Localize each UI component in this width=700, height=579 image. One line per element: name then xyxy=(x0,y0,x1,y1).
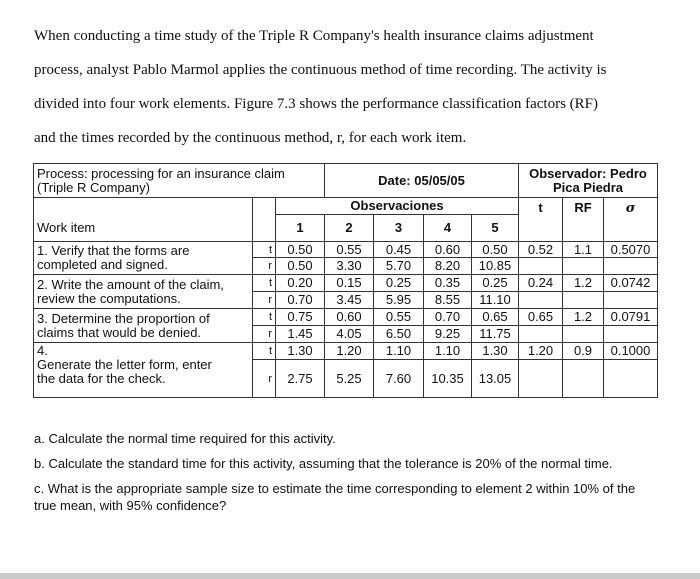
work-item-4-line3: the data for the check. xyxy=(37,371,166,386)
table-row xyxy=(34,343,658,360)
blank-cell xyxy=(563,360,604,398)
work-item-2-line1: 2. Write the amount of the claim, xyxy=(37,276,224,292)
rating-factor: 1.1 xyxy=(563,242,604,258)
work-item-1 xyxy=(34,242,253,275)
work-item-3-line1: 3. Determine the proportion of xyxy=(37,310,210,326)
intro-line-3: divided into four work elements. Figure 7.3 shows the performance classification factors (RF) xyxy=(34,96,599,112)
t-flag: t xyxy=(253,275,276,292)
blank-cell xyxy=(519,258,563,275)
r-value: 10.85 xyxy=(472,258,519,275)
r-value: 10.35 xyxy=(424,360,472,398)
question-c: c. What is the appropriate sample size to estimate the time corresponding to element 2 within 10% of the true mean, with 95% confidence? xyxy=(34,481,636,513)
sigma-header xyxy=(604,198,658,242)
blank-cell xyxy=(34,198,253,215)
problem-statement xyxy=(34,22,674,158)
obs-3-header: 3 xyxy=(374,215,424,242)
t-value: 0.70 xyxy=(424,309,472,326)
blank-cell xyxy=(519,292,563,309)
t-header: t xyxy=(519,198,563,242)
t-value: 0.60 xyxy=(424,242,472,258)
blank-cell xyxy=(604,360,658,398)
r-value: 8.20 xyxy=(424,258,472,275)
observer-name: Pica Piedra xyxy=(552,179,624,195)
t-value: 0.55 xyxy=(325,242,374,258)
r-value: 8.55 xyxy=(424,292,472,309)
r-value: 7.60 xyxy=(374,360,424,398)
process-label: Process: processing for an insurance claim xyxy=(37,165,285,181)
t-value: 1.30 xyxy=(472,343,519,360)
r-value: 3.30 xyxy=(325,258,374,275)
t-value: 0.65 xyxy=(472,309,519,326)
rf-header: RF xyxy=(563,198,604,242)
r-value: 4.05 xyxy=(325,326,374,343)
table-row xyxy=(34,242,658,258)
t-value: 0.35 xyxy=(424,275,472,292)
t-value: 0.50 xyxy=(276,242,325,258)
std-dev: 0.0742 xyxy=(604,275,658,292)
work-item-2-line2: review the computations. xyxy=(37,290,181,306)
std-dev: 0.1000 xyxy=(604,343,658,360)
table-row xyxy=(34,309,658,326)
observations-header: Observaciones xyxy=(276,198,519,215)
blank-cell xyxy=(563,292,604,309)
t-value: 1.20 xyxy=(325,343,374,360)
blank-cell xyxy=(563,258,604,275)
t-flag: t xyxy=(253,343,276,360)
r-flag: r xyxy=(253,292,276,309)
intro-line-4: and the times recorded by the continuous method, r, for each work item. xyxy=(34,130,467,146)
r-value: 5.95 xyxy=(374,292,424,309)
mean-t: 0.52 xyxy=(519,242,563,258)
t-flag: t xyxy=(253,242,276,258)
blank-cell xyxy=(253,215,276,242)
work-item-4-line2: Generate the letter form, enter xyxy=(37,357,212,372)
blank-cell xyxy=(519,360,563,398)
work-item-3 xyxy=(34,309,253,343)
work-item-2 xyxy=(34,275,253,309)
blank-cell xyxy=(563,326,604,343)
r-value: 9.25 xyxy=(424,326,472,343)
observer-label: Observador: Pedro xyxy=(529,165,647,181)
process-cell xyxy=(34,164,325,198)
blank-cell xyxy=(519,326,563,343)
t-value: 1.10 xyxy=(374,343,424,360)
cropped-text-strip xyxy=(0,573,700,579)
rating-factor: 1.2 xyxy=(563,309,604,326)
question-a: a. Calculate the normal time required for this activity. xyxy=(34,431,336,446)
r-value: 5.25 xyxy=(325,360,374,398)
blank-cell xyxy=(604,258,658,275)
t-value: 0.25 xyxy=(374,275,424,292)
r-value: 11.75 xyxy=(472,326,519,343)
r-flag: r xyxy=(253,360,276,398)
t-value: 0.55 xyxy=(374,309,424,326)
obs-4-header: 4 xyxy=(424,215,472,242)
obs-2-header: 2 xyxy=(325,215,374,242)
time-study-table xyxy=(33,163,658,398)
work-item-4 xyxy=(34,343,253,398)
rating-factor: 1.2 xyxy=(563,275,604,292)
r-value: 3.45 xyxy=(325,292,374,309)
t-value: 0.15 xyxy=(325,275,374,292)
r-flag: r xyxy=(253,326,276,343)
observer-cell xyxy=(519,164,658,198)
t-value: 0.75 xyxy=(276,309,325,326)
t-value: 1.30 xyxy=(276,343,325,360)
questions xyxy=(34,430,654,522)
std-dev: 0.5070 xyxy=(604,242,658,258)
std-dev: 0.0791 xyxy=(604,309,658,326)
obs-1-header: 1 xyxy=(276,215,325,242)
company-label: (Triple R Company) xyxy=(37,179,150,195)
date-cell: Date: 05/05/05 xyxy=(325,164,519,198)
r-value: 0.70 xyxy=(276,292,325,309)
blank-cell xyxy=(604,292,658,309)
work-item-1-line2: completed and signed. xyxy=(37,257,168,272)
r-value: 13.05 xyxy=(472,360,519,398)
r-value: 5.70 xyxy=(374,258,424,275)
work-item-3-line2: claims that would be denied. xyxy=(37,324,202,340)
r-value: 11.10 xyxy=(472,292,519,309)
r-value: 6.50 xyxy=(374,326,424,343)
intro-line-2: process, analyst Pablo Marmol applies the continuous method of time recording. The activity is xyxy=(34,62,607,78)
blank-cell xyxy=(253,198,276,215)
r-flag: r xyxy=(253,258,276,275)
t-flag: t xyxy=(253,309,276,326)
obs-5-header: 5 xyxy=(472,215,519,242)
r-value: 2.75 xyxy=(276,360,325,398)
blank-cell xyxy=(604,326,658,343)
work-item-header: Work item xyxy=(34,215,253,242)
t-value: 0.45 xyxy=(374,242,424,258)
mean-t: 0.24 xyxy=(519,275,563,292)
t-value: 0.60 xyxy=(325,309,374,326)
work-item-1-line1: 1. Verify that the forms are xyxy=(37,243,190,258)
t-value: 0.20 xyxy=(276,275,325,292)
t-value: 0.25 xyxy=(472,275,519,292)
r-value: 1.45 xyxy=(276,326,325,343)
table-row xyxy=(34,275,658,292)
mean-t: 1.20 xyxy=(519,343,563,360)
question-b: b. Calculate the standard time for this activity, assuming that the tolerance is 20% of the normal time. xyxy=(34,456,613,471)
mean-t: 0.65 xyxy=(519,309,563,326)
intro-line-1: When conducting a time study of the Triple R Company's health insurance claims adjustment xyxy=(34,28,594,44)
t-value: 1.10 xyxy=(424,343,472,360)
rating-factor: 0.9 xyxy=(563,343,604,360)
r-value: 0.50 xyxy=(276,258,325,275)
sigma-symbol: σ xyxy=(625,201,636,216)
t-value: 0.50 xyxy=(472,242,519,258)
work-item-4-line1: 4. xyxy=(37,343,48,358)
